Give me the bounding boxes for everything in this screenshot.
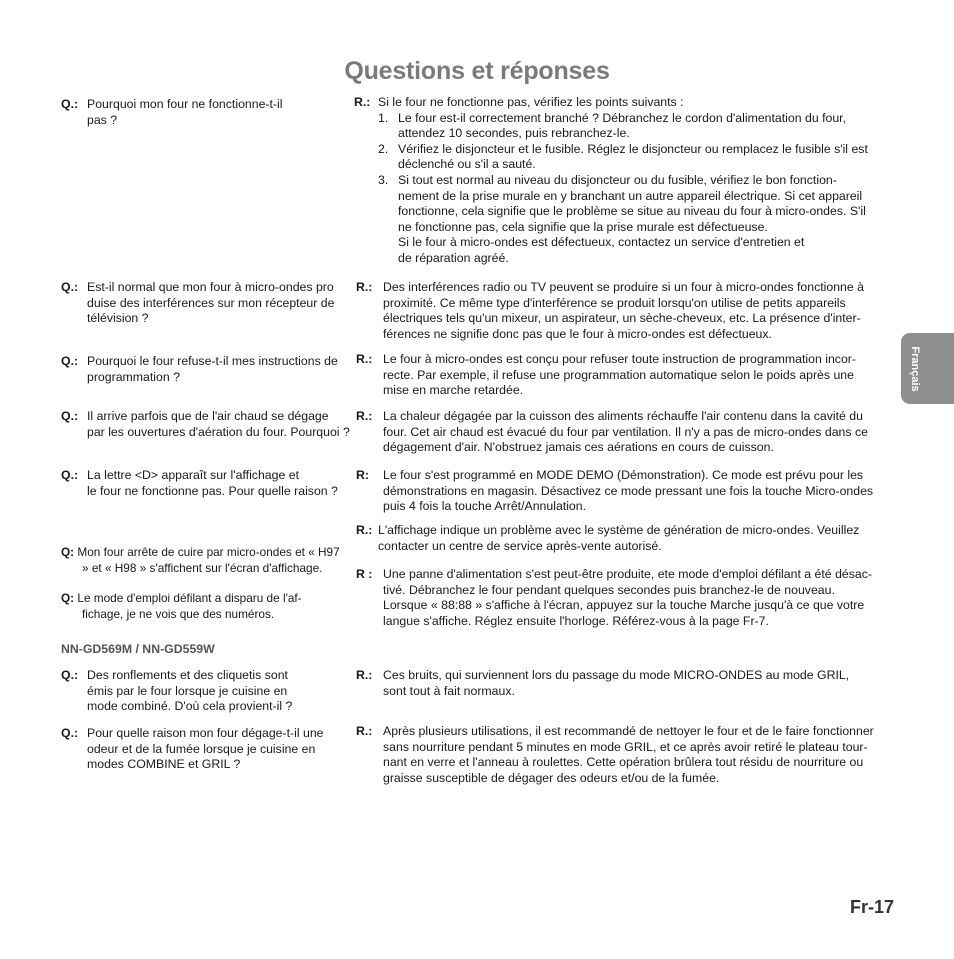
question-label: Q.: (61, 280, 79, 294)
answer-text: Des interférences radio ou TV peuvent se produire si un four à micro-ondes fonctionne à proximité. Ce même type d'interférence se produit lorsqu'on utilise de petits appareils électriques tels qu'un mixeur, un aspirateur, un sèche-cheveux, etc. La présence d'inter- férences ne signifie donc pas que le four à micro-ondes est défectueux. (383, 280, 864, 341)
answer-checklist (354, 111, 894, 267)
question-9 (61, 726, 356, 773)
answer-text: Le four s'est programmé en MODE DEMO (Démonstration). Ce mode est prévu pour les démonstrations en magasin. Désactivez ce mode pressant une fois la touche Micro-ondes puis 4 fois la touche Arrêt/Annulation. (383, 468, 874, 514)
question-7 (61, 590, 356, 622)
checklist-item (378, 111, 894, 142)
question-label: Q.: (61, 409, 79, 423)
checklist-number: 2. (378, 141, 389, 156)
answer-intro: Si le four ne fonctionne pas, vérifiez les points suivants : (378, 95, 684, 109)
question-label: Q: (61, 545, 75, 559)
question-label: Q: (61, 591, 75, 605)
question-5 (61, 468, 356, 499)
question-text: Est-il normal que mon four à micro-ondes pro duise des interférences sur mon récepteur de télévision ? (87, 280, 335, 326)
page-number: Fr-17 (850, 897, 895, 917)
answer-label: R.: (356, 409, 373, 423)
checklist-number: 3. (378, 172, 389, 187)
answer-label: R: (356, 468, 369, 482)
answer-label: R.: (356, 724, 373, 738)
answer-text: Ces bruits, qui surviennent lors du passage du mode MICRO-ONDES au mode GRIL, sont tout à fait normaux. (383, 668, 850, 698)
question-text: Des ronflements et des cliquetis sont émis par le four lorsque je cuisine en mode combiné. D'où cela provient-il ? (87, 668, 293, 714)
answer-6 (356, 523, 896, 554)
answer-2 (356, 280, 896, 342)
answer-label: R.: (356, 523, 373, 537)
question-8 (61, 668, 356, 715)
question-line: fichage, je ne vois que des numéros. (82, 607, 275, 621)
answer-label: R.: (356, 280, 373, 294)
answer-label: R.: (356, 668, 373, 682)
checklist-item (378, 173, 894, 267)
question-label: Q.: (61, 97, 79, 111)
answer-7 (356, 567, 896, 629)
answer-1 (354, 95, 894, 267)
answer-text: Une panne d'alimentation s'est peut-être produite, ete mode d'emploi défilant a été désac- tivé. Débranchez le four pendant quelques secondes puis branchez-le de nouveau. Lorsque « 88:88 » s'affiche à l'écran, appuyez sur la touche Marche jusqu'à ce que votre langue s'affiche. Réglez ensuite l'horloge. Référez-vous à la page Fr-7. (383, 567, 872, 628)
answer-text: L'affichage indique un problème avec le système de génération de micro-ondes. Veuillez contacter un centre de service après-vente autorisé. (378, 523, 860, 553)
question-text: Le mode d'emploi défilant a disparu de l'af- (77, 591, 302, 605)
answer-text: Le four à micro-ondes est conçu pour refuser toute instruction de programmation incor- recte. Par exemple, il refuse une programmation automatique selon le poids après une mise en marche retardée. (383, 352, 856, 398)
checklist-number: 1. (378, 110, 389, 125)
question-label: Q.: (61, 468, 79, 482)
answer-label: R.: (356, 352, 373, 366)
question-text: Pourquoi le four refuse-t-il mes instructions de programmation ? (87, 354, 338, 384)
question-text: Mon four arrête de cuire par micro-ondes et « H97 (77, 545, 340, 559)
question-label: Q.: (61, 726, 79, 740)
question-1 (61, 97, 311, 128)
answer-text: Après plusieurs utilisations, il est recommandé de nettoyer le four et de le faire fonctionner sans nourriture pendant 5 minutes en mode GRIL, et ce après avoir retiré le plateau tour- nant en verre et l'anneau à roulettes. Cette opération brûlera tout résidu de nourriture ou graisse susceptible de dégager des odeurs et/ou de la fumée. (383, 724, 874, 785)
model-section-heading: NN-GD569M / NN-GD559W (61, 642, 215, 656)
answer-4 (356, 409, 896, 456)
checklist-item (378, 142, 894, 173)
question-line (61, 590, 356, 606)
question-text: Pourquoi mon four ne fonctionne-t-il pas ? (87, 97, 283, 127)
question-3 (61, 354, 351, 385)
question-text: Pour quelle raison mon four dégage-t-il une odeur et de la fumée lorsque je cuisine en modes COMBINE et GRIL ? (87, 726, 324, 772)
checklist-text: Si tout est normal au niveau du disjoncteur ou du fusible, vérifiez le bon fonction- nement de la prise murale en y branchant un autre appareil électrique. Si cet appareil fonctionne, cela signifie que le problème se situe au niveau du four à micro-ondes. S'il ne fonctionne pas, cela signifie que la prise murale est défectueuse. Si le four à micro-ondes est défectueux, contactez un service d'entretien et de réparation agréé. (398, 172, 866, 265)
answer-label: R.: (354, 95, 371, 109)
answer-3 (356, 352, 896, 399)
question-label: Q.: (61, 354, 79, 368)
page-title: Questions et réponses (344, 57, 610, 85)
question-4 (61, 409, 356, 440)
answer-label: R : (356, 567, 373, 581)
checklist-text: Le four est-il correctement branché ? Débranchez le cordon d'alimentation du four, attendez 10 secondes, puis rebranchez-le. (398, 110, 847, 141)
answer-8 (356, 668, 896, 699)
question-2 (61, 280, 351, 327)
question-text: Il arrive parfois que de l'air chaud se dégage par les ouvertures d'aération du four. Pourquoi ? (87, 409, 350, 439)
question-line: » et « H98 » s'affichent sur l'écran d'affichage. (82, 561, 323, 575)
question-text: La lettre <D> apparaît sur l'affichage et le four ne fonctionne pas. Pour quelle raison ? (87, 468, 338, 498)
language-tab-label: Français (909, 346, 921, 392)
question-6 (61, 544, 356, 576)
language-tab (901, 333, 954, 404)
answer-9 (356, 724, 896, 786)
answer-5 (356, 468, 896, 515)
answer-text: La chaleur dégagée par la cuisson des aliments réchauffe l'air contenu dans la cavité du four. Cet air chaud est évacué du four par ventilation. Il n'y a pas de micro-ondes dans ce dégagement d'air. N'obstruez jamais ces aérations en cours de cuisson. (383, 409, 868, 455)
question-line (61, 544, 356, 560)
checklist-text: Vérifiez le disjoncteur et le fusible. Réglez le disjoncteur ou remplacez le fusible s'il est déclenché ou s'il a sauté. (398, 141, 868, 172)
question-label: Q.: (61, 668, 79, 682)
